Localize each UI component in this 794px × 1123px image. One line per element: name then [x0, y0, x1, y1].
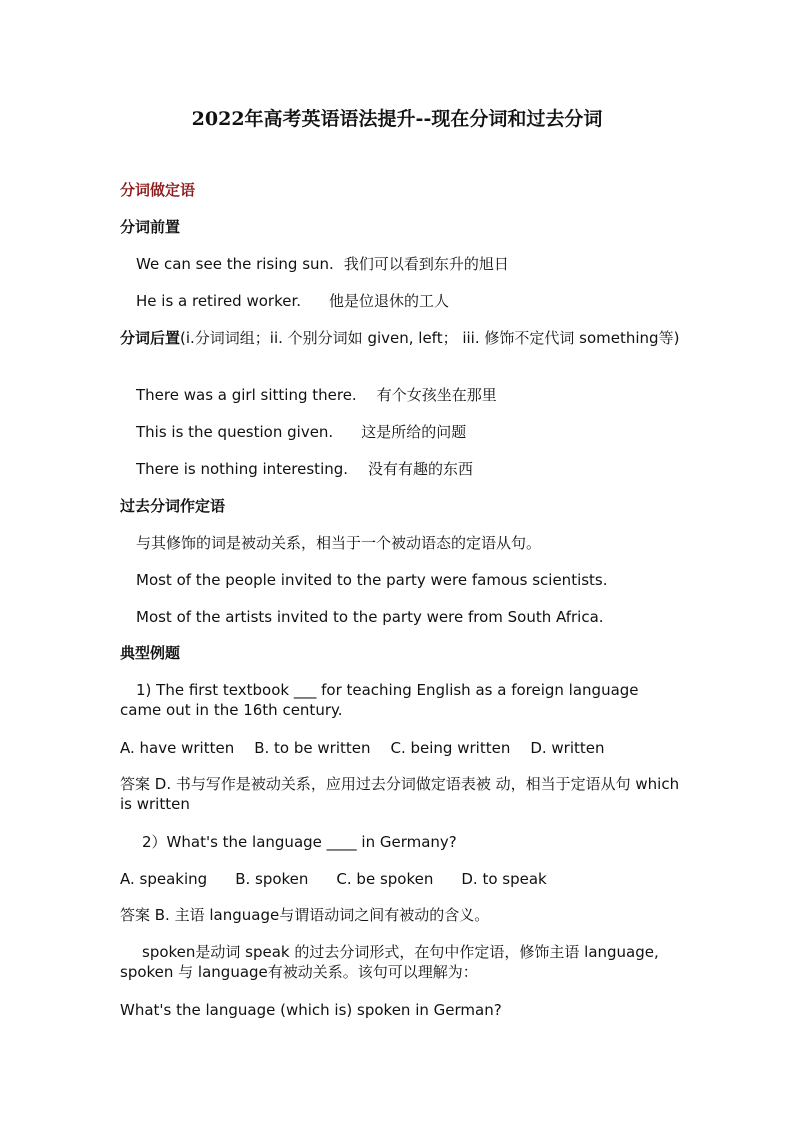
question-1-options: [120, 738, 680, 758]
example-line: [136, 385, 696, 405]
question-2-options: [120, 869, 680, 889]
example-english: This is the question given.: [136, 423, 334, 441]
answer-1: 答案 D. 书与写作是被动关系，应用过去分词做定语表被 动，相当于定语从句 which is written: [120, 775, 680, 813]
section-heading-examples: 典型例题: [120, 644, 181, 662]
option: B. to be written: [254, 739, 371, 757]
section-heading-past-participle: 过去分词作定语: [120, 497, 226, 515]
answer-2: 答案 B. 主语 language与谓语动词之间有被动的含义。: [120, 906, 490, 924]
example-line: Most of the artists invited to the party were from South Africa.: [136, 608, 604, 626]
example-chinese: 有个女孩坐在那里: [376, 386, 497, 404]
example-english: He is a retired worker.: [136, 292, 302, 310]
option: D. to speak: [461, 870, 547, 888]
example-line: [136, 459, 696, 479]
explanation-2: spoken是动词 speak 的过去分词形式，在句中作定语，修饰主语 language, spoken 与 language有被动关系。该句可以理解为：: [120, 943, 659, 981]
question-1: 1) The first textbook ___ for teaching English as a foreign language came out in the 16th century.: [120, 681, 639, 719]
example-chinese: 这是所给的问题: [361, 423, 467, 441]
subheading-pre-position: 分词前置: [120, 218, 181, 236]
example-line: [136, 291, 696, 311]
option: B. spoken: [235, 870, 309, 888]
example-chinese: 他是位退休的工人: [329, 292, 450, 310]
document-title: 2022年高考英语语法提升--现在分词和过去分词: [191, 108, 603, 130]
example-line: [136, 422, 696, 442]
post-position-note: (i.分词词组；ii. 个别分词如 given, left； iii. 修饰不定代词 something等): [180, 329, 680, 347]
example-chinese: 没有有趣的东西: [368, 460, 474, 478]
example-english: There was a girl sitting there.: [136, 386, 357, 404]
subheading-post-position: 分词后置: [120, 329, 181, 347]
option: A. speaking: [120, 870, 208, 888]
example-english: We can see the rising sun.: [136, 255, 334, 273]
example-line: [136, 254, 696, 274]
option: C. being written: [390, 739, 511, 757]
restated-sentence: What's the language (which is) spoken in German?: [120, 1001, 502, 1019]
explanation-line: 与其修饰的词是被动关系，相当于一个被动语态的定语从句。: [136, 534, 542, 552]
option: C. be spoken: [336, 870, 434, 888]
post-position-paragraph: [120, 328, 680, 348]
example-chinese: 我们可以看到东升的旭日: [343, 255, 509, 273]
option: D. written: [530, 739, 605, 757]
option: A. have written: [120, 739, 235, 757]
example-english: There is nothing interesting.: [136, 460, 349, 478]
question-2: 2）What's the language ____ in Germany?: [142, 833, 457, 851]
section-heading-participle-attributive: 分词做定语: [120, 181, 196, 199]
example-line: Most of the people invited to the party were famous scientists.: [136, 571, 608, 589]
